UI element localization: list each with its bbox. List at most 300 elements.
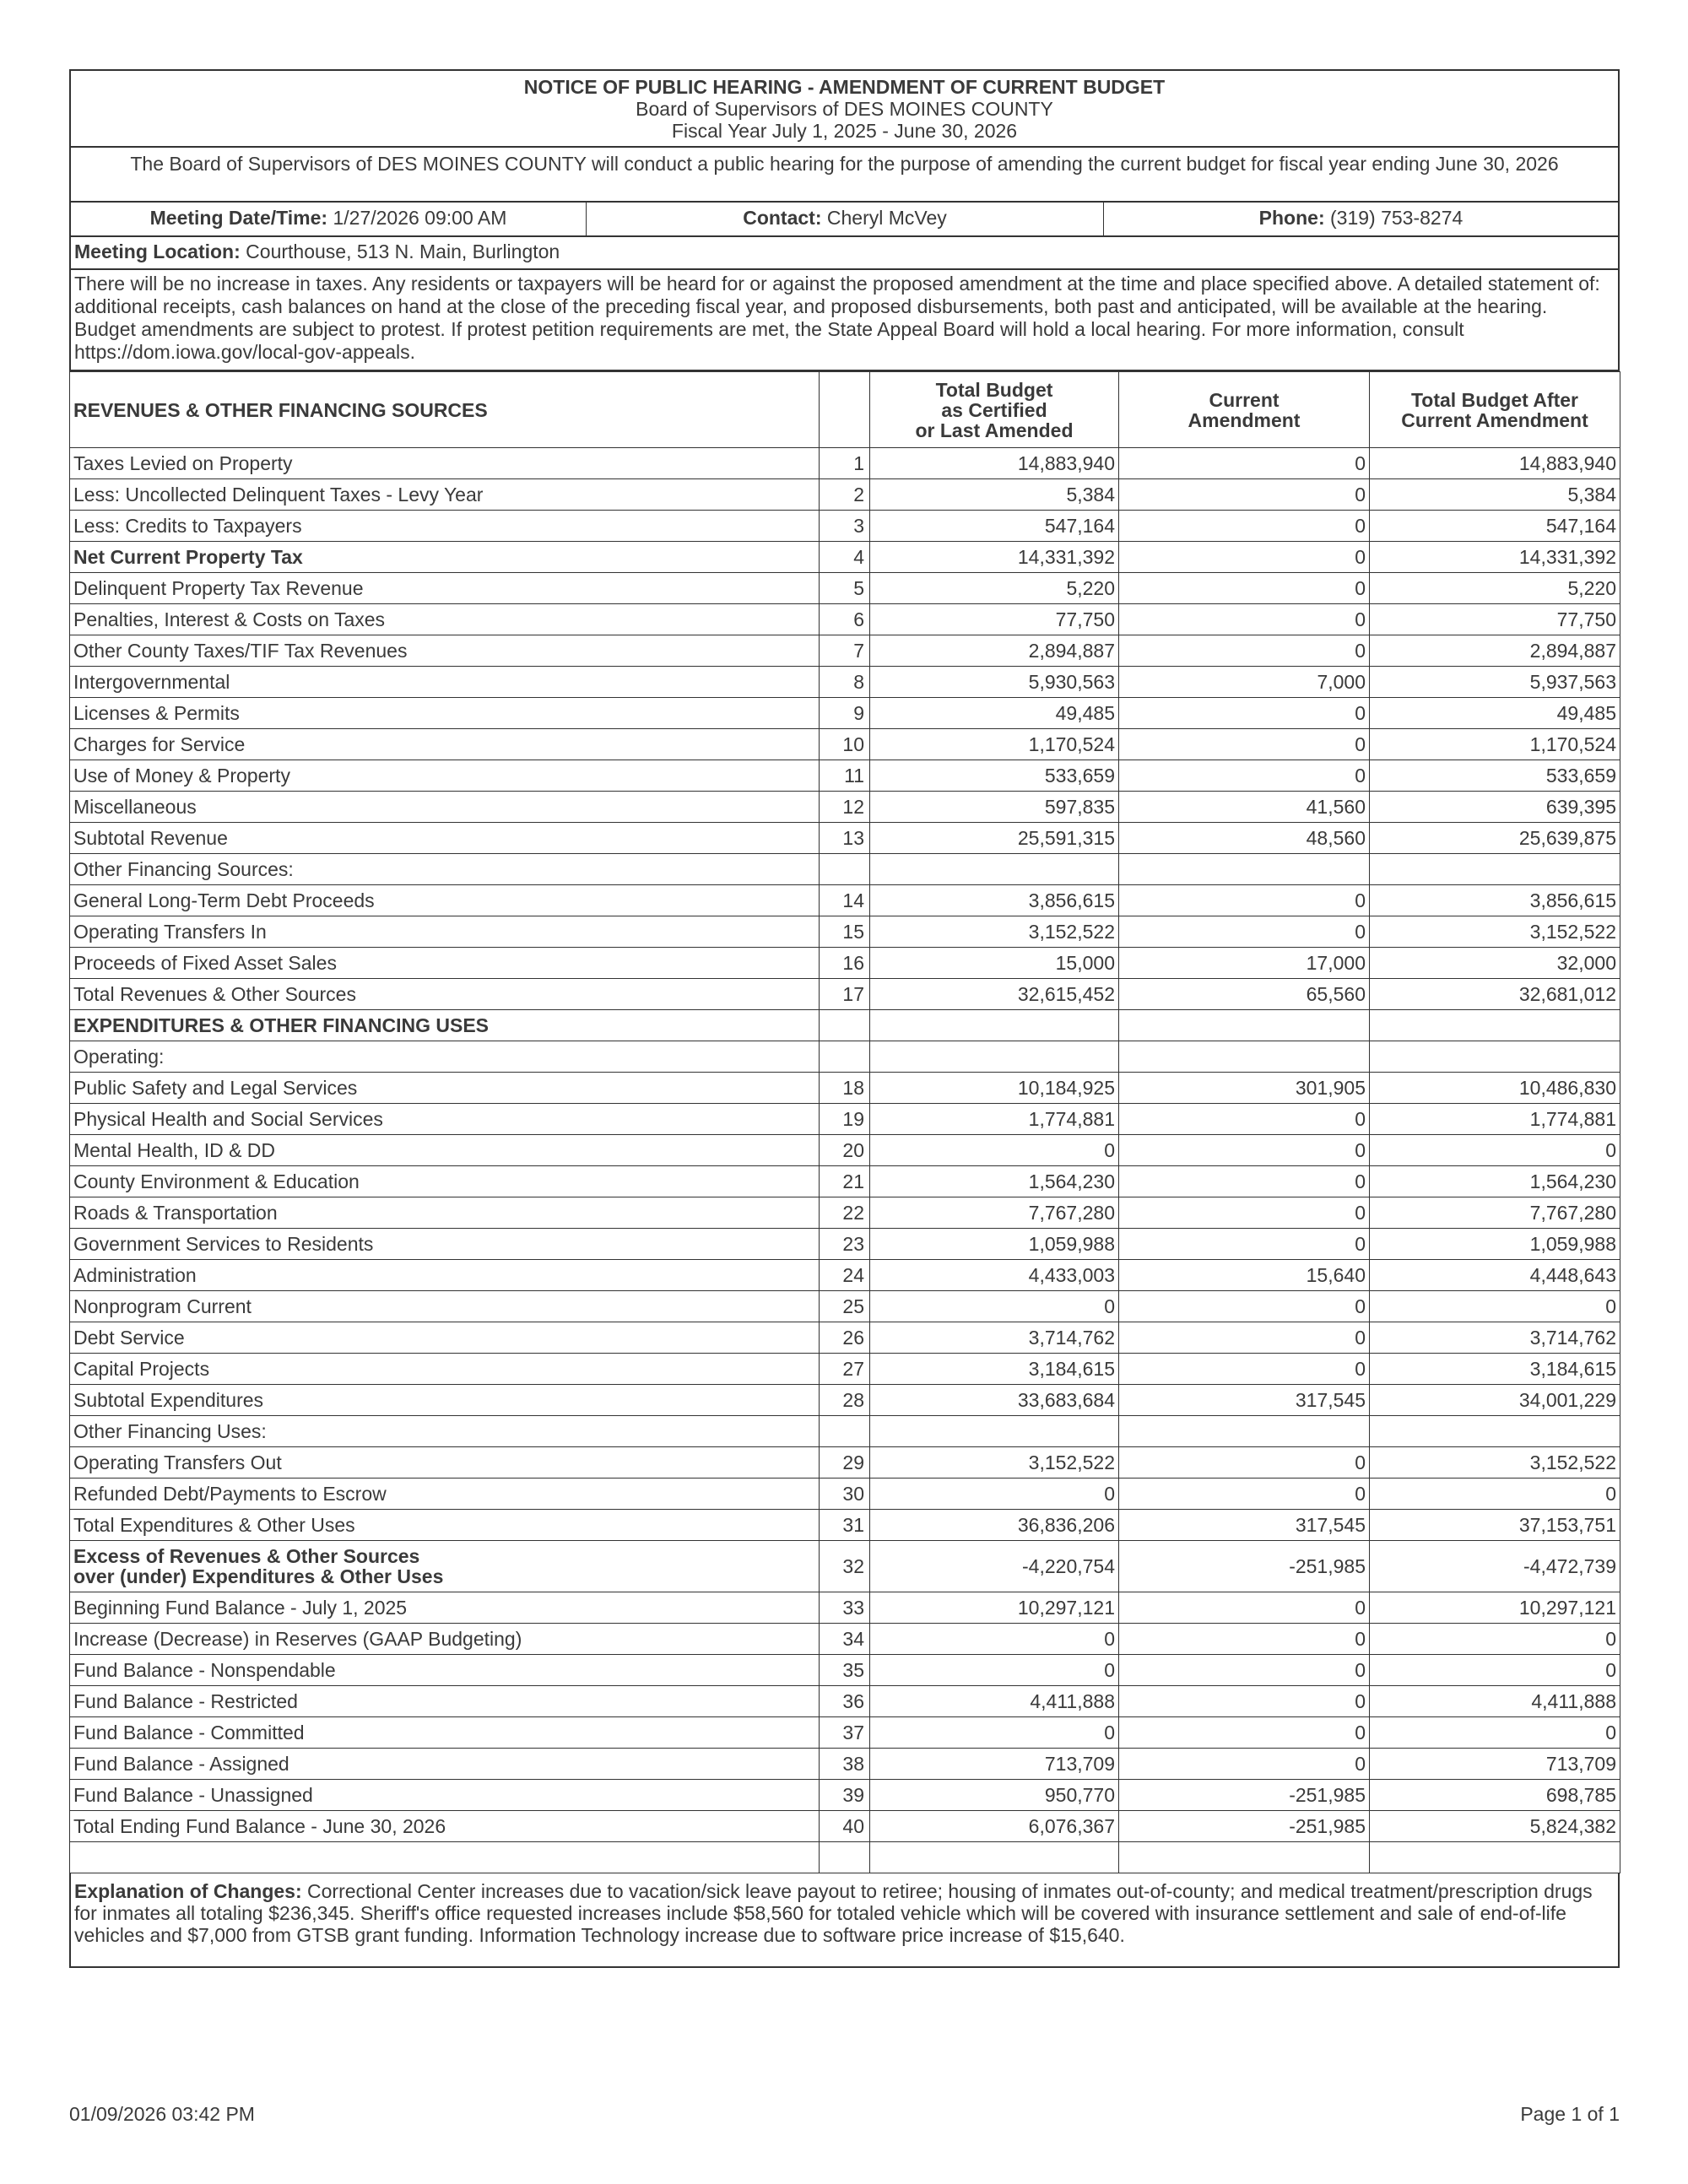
row-label: Roads & Transportation xyxy=(70,1197,820,1229)
table-header-row xyxy=(70,372,1620,448)
line-number: 33 xyxy=(820,1592,870,1624)
after-column-header xyxy=(1370,372,1620,448)
table-row xyxy=(70,1104,1620,1135)
amendment-amount: 0 xyxy=(1119,1166,1370,1197)
certified-column-header xyxy=(870,372,1119,448)
contact-label: Contact: xyxy=(743,207,822,229)
amendment-amount: 317,545 xyxy=(1119,1385,1370,1416)
certified-amount: 7,767,280 xyxy=(870,1197,1119,1229)
line-number xyxy=(820,1416,870,1447)
row-label: Other Financing Sources: xyxy=(70,854,820,885)
amendment-amount xyxy=(1119,1842,1370,1873)
print-timestamp: 01/09/2026 03:42 PM xyxy=(69,2103,255,2125)
after-amount xyxy=(1370,854,1620,885)
table-row xyxy=(70,979,1620,1010)
meeting-date-cell xyxy=(71,203,587,235)
line-number xyxy=(820,854,870,885)
amendment-amount: 0 xyxy=(1119,885,1370,916)
amendment-amount xyxy=(1119,1041,1370,1073)
table-row xyxy=(70,1385,1620,1416)
line-number: 3 xyxy=(820,511,870,542)
row-label: Public Safety and Legal Services xyxy=(70,1073,820,1104)
row-label: Physical Health and Social Services xyxy=(70,1104,820,1135)
line-number: 7 xyxy=(820,635,870,667)
row-label: Less: Uncollected Delinquent Taxes - Levy Year xyxy=(70,479,820,511)
row-label: Operating Transfers In xyxy=(70,916,820,948)
certified-amount: 0 xyxy=(870,1479,1119,1510)
row-label: Total Ending Fund Balance - June 30, 2026 xyxy=(70,1811,820,1842)
row-label: Capital Projects xyxy=(70,1354,820,1385)
table-row xyxy=(70,1166,1620,1197)
table-row xyxy=(70,1541,1620,1592)
amendment-amount: 0 xyxy=(1119,916,1370,948)
line-number: 36 xyxy=(820,1686,870,1717)
after-amount: 0 xyxy=(1370,1135,1620,1166)
revenues-section-header: REVENUES & OTHER FINANCING SOURCES xyxy=(70,372,820,448)
certified-amount xyxy=(870,854,1119,885)
certified-amount: 4,433,003 xyxy=(870,1260,1119,1291)
amendment-amount: 0 xyxy=(1119,479,1370,511)
amendment-amount: 0 xyxy=(1119,760,1370,792)
row-label: Subtotal Expenditures xyxy=(70,1385,820,1416)
line-number: 14 xyxy=(820,885,870,916)
after-amount xyxy=(1370,1041,1620,1073)
amendment-amount: 0 xyxy=(1119,1479,1370,1510)
amendment-amount: 0 xyxy=(1119,1104,1370,1135)
row-label xyxy=(70,1541,820,1592)
notice-header-box xyxy=(69,69,1620,371)
table-row xyxy=(70,1135,1620,1166)
certified-amount: 0 xyxy=(870,1624,1119,1655)
table-row xyxy=(70,854,1620,885)
certified-amount: 32,615,452 xyxy=(870,979,1119,1010)
certified-amount: 33,683,684 xyxy=(870,1385,1119,1416)
amendment-header-line2: Amendment xyxy=(1188,408,1301,431)
table-row xyxy=(70,916,1620,948)
row-label: Taxes Levied on Property xyxy=(70,448,820,479)
after-amount: 3,152,522 xyxy=(1370,1447,1620,1479)
after-amount: 14,883,940 xyxy=(1370,448,1620,479)
line-number: 15 xyxy=(820,916,870,948)
amendment-amount: 0 xyxy=(1119,1592,1370,1624)
row-label: Subtotal Revenue xyxy=(70,823,820,854)
row-label: Beginning Fund Balance - July 1, 2025 xyxy=(70,1592,820,1624)
amendment-amount: 0 xyxy=(1119,1717,1370,1749)
row-label: Total Revenues & Other Sources xyxy=(70,979,820,1010)
line-number: 28 xyxy=(820,1385,870,1416)
row-label: Operating: xyxy=(70,1041,820,1073)
certified-amount: 950,770 xyxy=(870,1780,1119,1811)
certified-amount: 5,220 xyxy=(870,573,1119,604)
amendment-header-line1: Current xyxy=(1209,388,1280,411)
table-row xyxy=(70,1655,1620,1686)
amendment-amount: 0 xyxy=(1119,1135,1370,1166)
after-amount: 533,659 xyxy=(1370,760,1620,792)
explanation-of-changes xyxy=(69,1873,1620,1968)
after-amount: 4,411,888 xyxy=(1370,1686,1620,1717)
certified-amount: 1,170,524 xyxy=(870,729,1119,760)
after-amount: 0 xyxy=(1370,1655,1620,1686)
certified-amount: 597,835 xyxy=(870,792,1119,823)
after-amount: 14,331,392 xyxy=(1370,542,1620,573)
after-header-line2: Current Amendment xyxy=(1401,408,1588,431)
amendment-amount: 0 xyxy=(1119,1229,1370,1260)
table-row xyxy=(70,1322,1620,1354)
after-amount: 2,894,887 xyxy=(1370,635,1620,667)
row-label: Intergovernmental xyxy=(70,667,820,698)
certified-amount: 3,856,615 xyxy=(870,885,1119,916)
line-number: 27 xyxy=(820,1354,870,1385)
table-row xyxy=(70,1041,1620,1073)
table-row xyxy=(70,1197,1620,1229)
certified-amount: 15,000 xyxy=(870,948,1119,979)
certified-amount: 3,152,522 xyxy=(870,916,1119,948)
amendment-amount: 0 xyxy=(1119,1291,1370,1322)
notice-paragraph: There will be no increase in taxes. Any residents or taxpayers will be heard for or against the proposed amendment at the time and place specified above. A detailed statement of: additional receipts, cash balances on hand at the close of the preceding fiscal year, and proposed disbursements, both past and anticipated, will be available at the hearing. Budget amendments are subject to protest. If protest petition requirements are met, the State Appeal Board will hold a local hearing. For more information, consult https://dom.iowa.gov/local-gov-appeals. xyxy=(71,270,1618,371)
certified-amount: 49,485 xyxy=(870,698,1119,729)
meeting-info-row xyxy=(71,203,1618,237)
amendment-amount: 0 xyxy=(1119,604,1370,635)
line-number: 2 xyxy=(820,479,870,511)
table-row xyxy=(70,1354,1620,1385)
table-row xyxy=(70,760,1620,792)
line-number: 11 xyxy=(820,760,870,792)
row-label xyxy=(70,1842,820,1873)
row-label: Administration xyxy=(70,1260,820,1291)
table-row xyxy=(70,885,1620,916)
amendment-amount: 317,545 xyxy=(1119,1510,1370,1541)
after-amount xyxy=(1370,1416,1620,1447)
line-number: 37 xyxy=(820,1717,870,1749)
certified-header-line2: as Certified xyxy=(941,398,1047,421)
amendment-amount xyxy=(1119,1010,1370,1041)
certified-amount: 5,930,563 xyxy=(870,667,1119,698)
meeting-location-row xyxy=(71,237,1618,270)
certified-amount xyxy=(870,1010,1119,1041)
line-number: 38 xyxy=(820,1749,870,1780)
after-amount: 5,937,563 xyxy=(1370,667,1620,698)
row-label: Nonprogram Current xyxy=(70,1291,820,1322)
after-amount: 25,639,875 xyxy=(1370,823,1620,854)
line-number: 18 xyxy=(820,1073,870,1104)
row-label: Debt Service xyxy=(70,1322,820,1354)
budget-notice-document xyxy=(69,69,1620,1968)
after-amount: 3,856,615 xyxy=(1370,885,1620,916)
table-row xyxy=(70,1780,1620,1811)
after-amount: 1,059,988 xyxy=(1370,1229,1620,1260)
row-label: Fund Balance - Restricted xyxy=(70,1686,820,1717)
amendment-amount: 0 xyxy=(1119,1354,1370,1385)
after-amount: 0 xyxy=(1370,1717,1620,1749)
line-number: 23 xyxy=(820,1229,870,1260)
row-label: Mental Health, ID & DD xyxy=(70,1135,820,1166)
certified-amount: 10,184,925 xyxy=(870,1073,1119,1104)
certified-amount: 533,659 xyxy=(870,760,1119,792)
line-number: 39 xyxy=(820,1780,870,1811)
explanation-label: Explanation of Changes: xyxy=(74,1880,302,1902)
table-row xyxy=(70,948,1620,979)
certified-amount: 0 xyxy=(870,1655,1119,1686)
table-row xyxy=(70,1010,1620,1041)
page-number: Page 1 of 1 xyxy=(1520,2103,1620,2125)
table-row xyxy=(70,1479,1620,1510)
after-amount: 1,170,524 xyxy=(1370,729,1620,760)
amendment-amount: 65,560 xyxy=(1119,979,1370,1010)
certified-amount: 2,894,887 xyxy=(870,635,1119,667)
certified-amount: 0 xyxy=(870,1717,1119,1749)
after-amount: 1,564,230 xyxy=(1370,1166,1620,1197)
document-title: NOTICE OF PUBLIC HEARING - AMENDMENT OF CURRENT BUDGET xyxy=(523,76,1166,98)
amendment-amount: 0 xyxy=(1119,542,1370,573)
after-amount: 37,153,751 xyxy=(1370,1510,1620,1541)
row-label: Penalties, Interest & Costs on Taxes xyxy=(70,604,820,635)
amendment-column-header xyxy=(1119,372,1370,448)
table-row xyxy=(70,823,1620,854)
line-number: 17 xyxy=(820,979,870,1010)
certified-amount: 1,059,988 xyxy=(870,1229,1119,1260)
row-label: Other Financing Uses: xyxy=(70,1416,820,1447)
line-number: 8 xyxy=(820,667,870,698)
row-label: Fund Balance - Committed xyxy=(70,1717,820,1749)
amendment-amount: 0 xyxy=(1119,573,1370,604)
line-number: 16 xyxy=(820,948,870,979)
amendment-amount: 15,640 xyxy=(1119,1260,1370,1291)
budget-table xyxy=(69,371,1620,1873)
row-label-line2: over (under) Expenditures & Other Uses xyxy=(73,1565,444,1587)
row-label: Fund Balance - Nonspendable xyxy=(70,1655,820,1686)
row-label: Other County Taxes/TIF Tax Revenues xyxy=(70,635,820,667)
line-number: 26 xyxy=(820,1322,870,1354)
line-number: 24 xyxy=(820,1260,870,1291)
row-label: Delinquent Property Tax Revenue xyxy=(70,573,820,604)
meeting-date-label: Meeting Date/Time: xyxy=(149,207,328,229)
amendment-amount: 0 xyxy=(1119,511,1370,542)
table-row xyxy=(70,698,1620,729)
table-row xyxy=(70,667,1620,698)
table-row xyxy=(70,1291,1620,1322)
certified-header-line3: or Last Amended xyxy=(915,419,1074,441)
line-number: 5 xyxy=(820,573,870,604)
line-number: 34 xyxy=(820,1624,870,1655)
amendment-amount: 0 xyxy=(1119,729,1370,760)
row-label: County Environment & Education xyxy=(70,1166,820,1197)
table-row xyxy=(70,1717,1620,1749)
line-number: 25 xyxy=(820,1291,870,1322)
row-label: Miscellaneous xyxy=(70,792,820,823)
row-label: Charges for Service xyxy=(70,729,820,760)
amendment-amount: -251,985 xyxy=(1119,1780,1370,1811)
page-footer xyxy=(69,2103,1620,2126)
title-block xyxy=(71,71,1618,148)
line-number xyxy=(820,1842,870,1873)
fiscal-year: Fiscal Year July 1, 2025 - June 30, 2026 xyxy=(671,120,1018,142)
line-number: 29 xyxy=(820,1447,870,1479)
certified-amount: 3,152,522 xyxy=(870,1447,1119,1479)
table-row xyxy=(70,542,1620,573)
amendment-amount: 0 xyxy=(1119,448,1370,479)
meeting-date-value: 1/27/2026 09:00 AM xyxy=(333,207,507,229)
line-number: 4 xyxy=(820,542,870,573)
certified-amount: 1,774,881 xyxy=(870,1104,1119,1135)
after-amount: 0 xyxy=(1370,1479,1620,1510)
line-number: 22 xyxy=(820,1197,870,1229)
after-amount: 639,395 xyxy=(1370,792,1620,823)
after-amount: 5,824,382 xyxy=(1370,1811,1620,1842)
row-label: Total Expenditures & Other Uses xyxy=(70,1510,820,1541)
row-label: EXPENDITURES & OTHER FINANCING USES xyxy=(70,1010,820,1041)
certified-amount: 14,883,940 xyxy=(870,448,1119,479)
table-row xyxy=(70,792,1620,823)
certified-amount: -4,220,754 xyxy=(870,1541,1119,1592)
amendment-amount: 0 xyxy=(1119,635,1370,667)
table-row xyxy=(70,1510,1620,1541)
amendment-amount: 0 xyxy=(1119,1447,1370,1479)
row-label: Increase (Decrease) in Reserves (GAAP Budgeting) xyxy=(70,1624,820,1655)
row-label: Operating Transfers Out xyxy=(70,1447,820,1479)
row-label: Proceeds of Fixed Asset Sales xyxy=(70,948,820,979)
after-amount: 713,709 xyxy=(1370,1749,1620,1780)
blank-row xyxy=(70,1842,1620,1873)
line-number: 20 xyxy=(820,1135,870,1166)
line-number-header xyxy=(820,372,870,448)
after-amount: 77,750 xyxy=(1370,604,1620,635)
amendment-amount: 0 xyxy=(1119,1322,1370,1354)
contact-value: Cheryl McVey xyxy=(826,207,947,229)
line-number: 6 xyxy=(820,604,870,635)
after-amount: -4,472,739 xyxy=(1370,1541,1620,1592)
amendment-amount: 17,000 xyxy=(1119,948,1370,979)
certified-amount: 77,750 xyxy=(870,604,1119,635)
location-label: Meeting Location: xyxy=(74,241,241,262)
table-row xyxy=(70,1229,1620,1260)
row-label: Fund Balance - Unassigned xyxy=(70,1780,820,1811)
table-row xyxy=(70,1447,1620,1479)
after-amount: 3,184,615 xyxy=(1370,1354,1620,1385)
line-number: 31 xyxy=(820,1510,870,1541)
certified-amount: 5,384 xyxy=(870,479,1119,511)
phone-value: (319) 753-8274 xyxy=(1330,207,1463,229)
certified-amount: 4,411,888 xyxy=(870,1686,1119,1717)
amendment-amount: 0 xyxy=(1119,1749,1370,1780)
after-amount: 5,220 xyxy=(1370,573,1620,604)
line-number: 35 xyxy=(820,1655,870,1686)
amendment-amount xyxy=(1119,854,1370,885)
amendment-amount: -251,985 xyxy=(1119,1811,1370,1842)
table-row xyxy=(70,1260,1620,1291)
table-row xyxy=(70,1811,1620,1842)
certified-amount: 0 xyxy=(870,1291,1119,1322)
certified-amount: 713,709 xyxy=(870,1749,1119,1780)
board-subtitle: Board of Supervisors of DES MOINES COUNTY xyxy=(636,98,1053,120)
line-number: 1 xyxy=(820,448,870,479)
row-label: General Long-Term Debt Proceeds xyxy=(70,885,820,916)
after-amount: 7,767,280 xyxy=(1370,1197,1620,1229)
line-number: 19 xyxy=(820,1104,870,1135)
amendment-amount: 301,905 xyxy=(1119,1073,1370,1104)
after-amount xyxy=(1370,1842,1620,1873)
row-label: Use of Money & Property xyxy=(70,760,820,792)
location-value: Courthouse, 513 N. Main, Burlington xyxy=(246,241,560,262)
after-amount: 0 xyxy=(1370,1291,1620,1322)
line-number: 13 xyxy=(820,823,870,854)
row-label: Less: Credits to Taxpayers xyxy=(70,511,820,542)
after-amount: 698,785 xyxy=(1370,1780,1620,1811)
certified-amount: 6,076,367 xyxy=(870,1811,1119,1842)
amendment-amount: 7,000 xyxy=(1119,667,1370,698)
table-row xyxy=(70,729,1620,760)
line-number: 21 xyxy=(820,1166,870,1197)
table-row xyxy=(70,1073,1620,1104)
table-row xyxy=(70,1686,1620,1717)
after-amount: 4,448,643 xyxy=(1370,1260,1620,1291)
table-row xyxy=(70,573,1620,604)
line-number xyxy=(820,1041,870,1073)
after-amount: 10,297,121 xyxy=(1370,1592,1620,1624)
line-number: 30 xyxy=(820,1479,870,1510)
line-number: 10 xyxy=(820,729,870,760)
amendment-amount: 0 xyxy=(1119,1197,1370,1229)
line-number: 40 xyxy=(820,1811,870,1842)
certified-amount xyxy=(870,1041,1119,1073)
table-row xyxy=(70,635,1620,667)
row-label: Government Services to Residents xyxy=(70,1229,820,1260)
table-row xyxy=(70,1749,1620,1780)
after-amount xyxy=(1370,1010,1620,1041)
line-number: 9 xyxy=(820,698,870,729)
row-label: Fund Balance - Assigned xyxy=(70,1749,820,1780)
amendment-amount: 41,560 xyxy=(1119,792,1370,823)
line-number: 32 xyxy=(820,1541,870,1592)
amendment-amount: 48,560 xyxy=(1119,823,1370,854)
line-number xyxy=(820,1010,870,1041)
certified-amount xyxy=(870,1416,1119,1447)
certified-amount: 1,564,230 xyxy=(870,1166,1119,1197)
after-amount: 5,384 xyxy=(1370,479,1620,511)
amendment-amount: 0 xyxy=(1119,1686,1370,1717)
amendment-amount xyxy=(1119,1416,1370,1447)
amendment-amount: 0 xyxy=(1119,698,1370,729)
after-amount: 1,774,881 xyxy=(1370,1104,1620,1135)
after-amount: 10,486,830 xyxy=(1370,1073,1620,1104)
table-row xyxy=(70,604,1620,635)
table-row xyxy=(70,1416,1620,1447)
certified-amount: 25,591,315 xyxy=(870,823,1119,854)
amendment-amount: 0 xyxy=(1119,1655,1370,1686)
table-row xyxy=(70,1624,1620,1655)
row-label: Refunded Debt/Payments to Escrow xyxy=(70,1479,820,1510)
certified-amount xyxy=(870,1842,1119,1873)
row-label-line1: Excess of Revenues & Other Sources xyxy=(73,1545,420,1567)
after-amount: 32,000 xyxy=(1370,948,1620,979)
explanation-text: Correctional Center increases due to vacation/sick leave payout to retiree; housing of inmates out-of-county; and medical treatment/prescription drugs for inmates all totaling $236,345. Sheriff's office requested increases include $58,560 for totaled vehicle which will be covered with insurance settlement and sale of end-of-life vehicles and $7,000 from GTSB grant funding. Information Technology increase due to software price increase of $15,640. xyxy=(74,1880,1593,1946)
after-amount: 32,681,012 xyxy=(1370,979,1620,1010)
table-row xyxy=(70,448,1620,479)
certified-amount: 14,331,392 xyxy=(870,542,1119,573)
certified-amount: 36,836,206 xyxy=(870,1510,1119,1541)
after-amount: 547,164 xyxy=(1370,511,1620,542)
table-row xyxy=(70,511,1620,542)
after-amount: 0 xyxy=(1370,1624,1620,1655)
line-number: 12 xyxy=(820,792,870,823)
certified-amount: 10,297,121 xyxy=(870,1592,1119,1624)
contact-cell xyxy=(587,203,1104,235)
table-row xyxy=(70,1592,1620,1624)
certified-header-line1: Total Budget xyxy=(935,378,1053,401)
after-header-line1: Total Budget After xyxy=(1410,388,1579,411)
row-label: Net Current Property Tax xyxy=(70,542,820,573)
after-amount: 3,714,762 xyxy=(1370,1322,1620,1354)
hearing-intro: The Board of Supervisors of DES MOINES COUNTY will conduct a public hearing for the purpose of amending the current budget for fiscal year ending June 30, 2026 xyxy=(71,148,1618,203)
